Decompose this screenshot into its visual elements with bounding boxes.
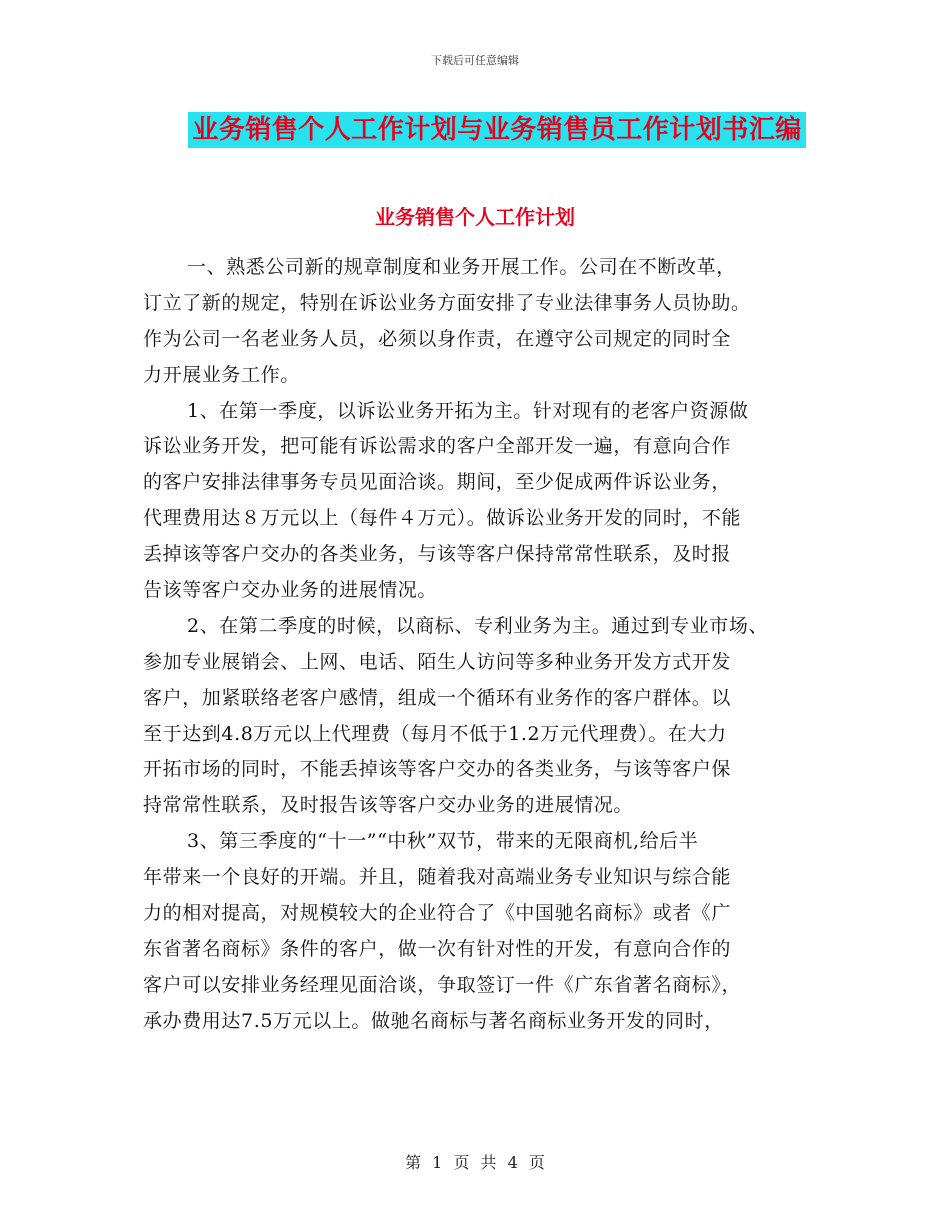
- paragraph-line: 作为公司一名老业务人员，必须以身作责，在遵守公司规定的同时全: [143, 327, 732, 350]
- paragraph-line: 开拓市场的同时，不能丢掉该等客户交办的各类业务，与该等客户保: [143, 758, 732, 781]
- document-title-container: [0, 112, 950, 148]
- paragraph-line: 参加专业展销会、上网、电话、陌生人访问等多种业务开发方式开发: [143, 650, 732, 673]
- paragraph-line: 东省著名商标》条件的客户，做一次有针对性的开发，有意向合作的: [143, 937, 732, 960]
- paragraph-line: 一、熟悉公司新的规章制度和业务开展工作。公司在不断改革，: [187, 256, 736, 278]
- paragraph-line: 持常常性联系，及时报告该等客户交办业务的进展情况。: [143, 794, 634, 817]
- body-text: [143, 250, 821, 1040]
- paragraph-line: 订立了新的规定，特别在诉讼业务方面安排了专业法律事务人员协助。: [143, 291, 751, 314]
- paragraph-line: 的客户安排法律事务专员见面洽谈。期间，至少促成两件诉讼业务，: [143, 471, 732, 494]
- paragraph-line: 承办费用达7.5万元以上。做驰名商标与著名商标业务开发的同时，: [143, 1009, 724, 1032]
- paragraph-line: 告该等客户交办业务的进展情况。: [143, 579, 438, 602]
- page-header: 下载后可任意编辑: [431, 54, 519, 67]
- paragraph-line: 代理费用达８万元以上（每件４万元）。做诉讼业务开发的同时，不能: [143, 507, 742, 530]
- paragraph-line: 客户，加紧联络老客户感情，组成一个循环有业务作的客户群体。以: [143, 686, 732, 709]
- paragraph-line: 力的相对提高，对规模较大的企业符合了《中国驰名商标》或者《广: [143, 902, 732, 925]
- paragraph-line: 力开展业务工作。: [143, 363, 300, 386]
- paragraph-line: 诉讼业务开发，把可能有诉讼需求的客户全部开发一遍，有意向合作: [143, 435, 732, 458]
- paragraph-line: 年带来一个良好的开端。并且，随着我对高端业务专业知识与综合能: [143, 866, 732, 889]
- page-number-footer: 第 1 页 共 4 页: [405, 1153, 545, 1172]
- paragraph-line: 1、在第一季度，以诉讼业务开拓为主。针对现有的老客户资源做: [187, 399, 749, 422]
- paragraph-line: 客户可以安排业务经理见面洽谈，争取签订一件《广东省著名商标》，: [143, 973, 742, 996]
- section-title: 业务销售个人工作计划: [375, 205, 575, 229]
- document-title: 业务销售个人工作计划与业务销售员工作计划书汇编: [188, 112, 806, 148]
- paragraph-line: 3、第三季度的“十一”“中秋”双节，带来的无限商机,给后半: [187, 830, 699, 853]
- paragraph-line: 至于达到4.8万元以上代理费（每月不低于1.2万元代理费）。在大力: [143, 722, 727, 745]
- paragraph-line: 2、在第二季度的时候，以商标、专利业务为主。通过到专业市场、: [187, 614, 769, 637]
- paragraph-line: 丢掉该等客户交办的各类业务，与该等客户保持常常性联系，及时报: [143, 543, 732, 566]
